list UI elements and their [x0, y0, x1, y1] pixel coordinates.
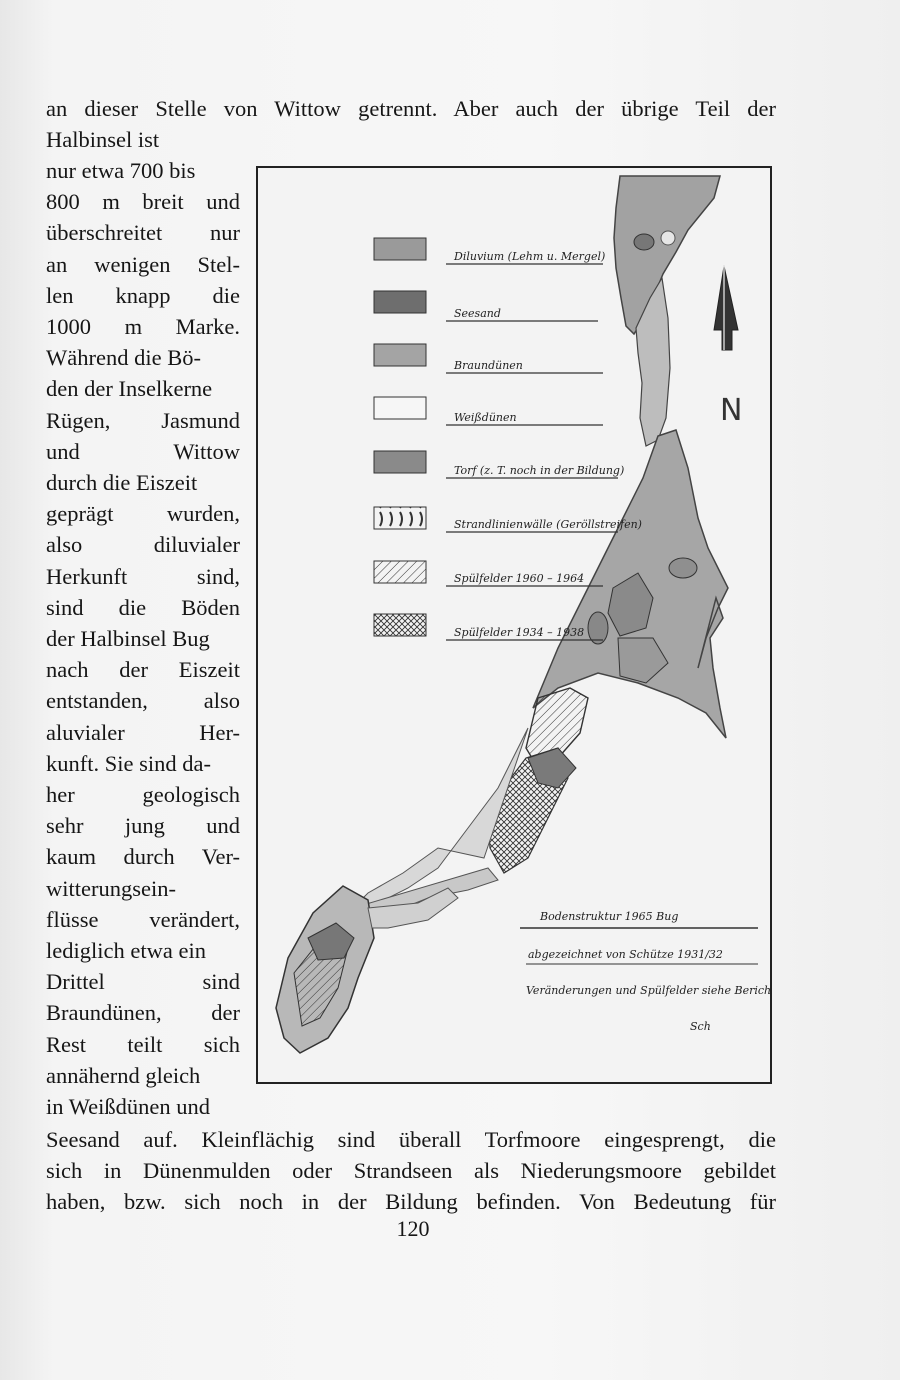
text-line: also diluvialer [46, 532, 240, 558]
text-line: durch die Eiszeit [46, 470, 198, 496]
svg-text:abgezeichnet von Schütze 1931/: abgezeichnet von Schütze 1931/32 [528, 948, 723, 961]
legend-item [374, 291, 598, 321]
text-line: Rügen, Jasmund [46, 407, 240, 433]
text-line: nach der Eiszeit [46, 657, 240, 683]
svg-text:Weißdünen: Weißdünen [454, 411, 517, 424]
text-line: kunft. Sie sind da- [46, 750, 211, 776]
text-line: 800 m breit und [46, 189, 240, 215]
svg-text:Spülfelder 1934 – 1938: Spülfelder 1934 – 1938 [454, 626, 585, 639]
svg-text:Braundünen: Braundünen [454, 359, 523, 372]
north-arrow-icon [714, 266, 738, 350]
legend-item [374, 507, 642, 532]
text-line: aluvialer Her- [46, 719, 240, 745]
legend-item [374, 344, 603, 373]
text-line: in Weißdünen und [46, 1094, 211, 1120]
svg-text:Veränderungen und Spülfelder s: Veränderungen und Spülfelder siehe Bericht [526, 984, 770, 997]
text-line: Herkunft sind, [46, 563, 240, 589]
text-line: den der Inselkerne [46, 376, 213, 402]
svg-text:Torf (z. T. noch in der Bildun: Torf (z. T. noch in der Bildung) [454, 464, 625, 477]
legend-item [374, 238, 605, 264]
legend-item [374, 397, 603, 425]
svg-text:Strandlinienwälle (Geröllstrei: Strandlinienwälle (Geröllstreifen) [454, 518, 642, 531]
text-line: annähernd gleich [46, 1062, 201, 1088]
text-line: und Wittow [46, 438, 240, 464]
text-line: entstanden, also [46, 688, 240, 714]
text-line: sich in Dünenmulden oder Strandseen als Niederungsmoore gebildet [46, 1158, 776, 1184]
text-line: Während die Bö- [46, 345, 201, 371]
text-line: 1000 m Marke. [46, 314, 240, 340]
text-line: an dieser Stelle von Wittow getrennt. Aber auch der übrige Teil der [46, 96, 776, 121]
soil-map-drawing [258, 168, 770, 1082]
text-line: flüsse verändert, [46, 906, 240, 932]
svg-text:Bodenstruktur 1965 Bug: Bodenstruktur 1965 Bug [540, 910, 679, 923]
text-line: haben, bzw. sich noch in der Bildung befinden. Von Bedeutung für [46, 1189, 776, 1215]
text-line: sind die Böden [46, 594, 240, 620]
text-line: der Halbinsel Bug [46, 626, 210, 652]
text-line: überschreitet nur [46, 220, 240, 246]
map-caption [520, 910, 770, 1033]
text-line: sehr jung und [46, 813, 240, 839]
svg-text:Spülfelder 1960 – 1964: Spülfelder 1960 – 1964 [454, 572, 585, 585]
text-line: Drittel sind [46, 969, 240, 995]
text-line: Halbinsel ist [46, 127, 160, 153]
legend-item [374, 561, 603, 586]
text-line: kaum durch Ver- [46, 844, 240, 870]
text-line: geprägt wurden, [46, 501, 240, 527]
closing-text [46, 1124, 776, 1218]
legend-item [374, 451, 624, 478]
text-line: len knapp die [46, 282, 240, 308]
north-label: N [720, 393, 743, 428]
intro-text [46, 93, 776, 155]
text-line: an wenigen Stel- [46, 251, 240, 277]
text-line: witterungsein- [46, 875, 176, 901]
svg-text:Seesand: Seesand [454, 307, 501, 320]
signature: Sch [690, 1020, 711, 1033]
text-line: Rest teilt sich [46, 1031, 240, 1057]
legend-item [374, 614, 603, 640]
soil-map-figure [256, 166, 772, 1084]
text-line: lediglich etwa ein [46, 938, 206, 964]
column-text [46, 155, 240, 1122]
text-line: nur etwa 700 bis [46, 158, 196, 183]
text-line: her geologisch [46, 782, 240, 808]
page-number: 120 [396, 1216, 430, 1241]
svg-text:Diluvium (Lehm u. Mergel): Diluvium (Lehm u. Mergel) [454, 250, 606, 263]
text-line: Seesand auf. Kleinflächig sind überall Torfmoore eingesprengt, die [46, 1127, 776, 1152]
text-line: Braundünen, der [46, 1000, 240, 1026]
